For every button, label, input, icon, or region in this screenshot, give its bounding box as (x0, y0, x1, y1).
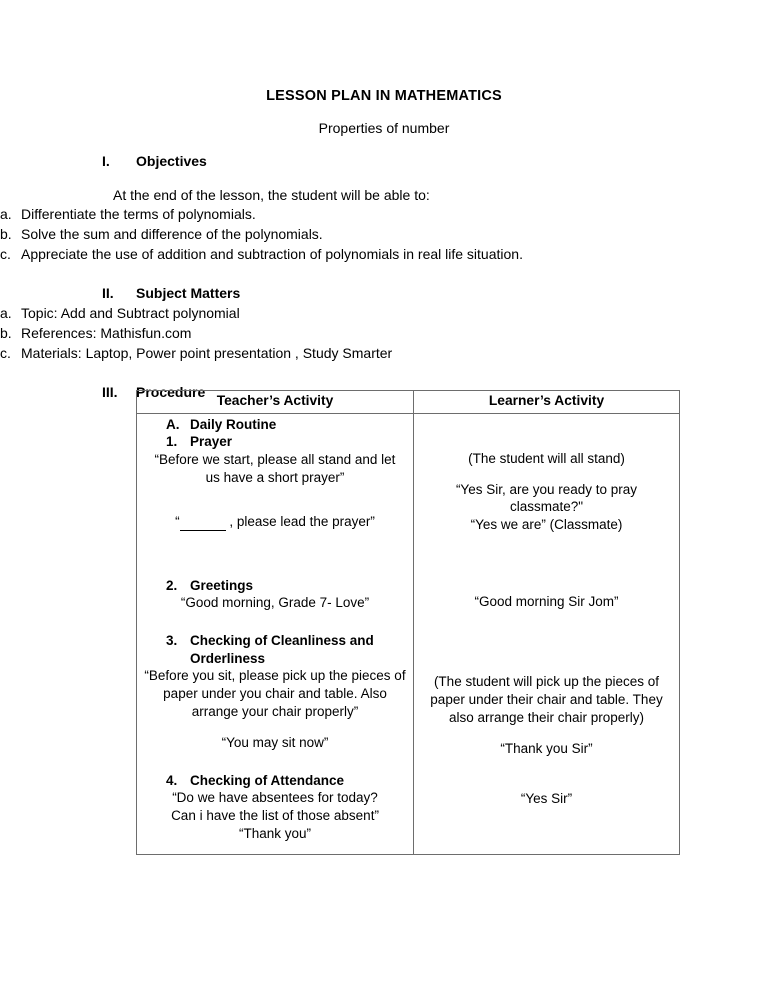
spacer (420, 534, 673, 580)
spacer (420, 580, 673, 593)
list-text: Appreciate the use of addition and subtraction of polynomials in real life situation. (21, 246, 523, 263)
subject-matters-list (0, 303, 768, 363)
outline-item-attendance (166, 772, 407, 790)
outline-text: Greetings (190, 577, 254, 593)
spacer (143, 612, 407, 632)
list-marker: c. (0, 344, 11, 361)
teacher-attendance-line-3: “Thank you” (238, 826, 312, 842)
learner-cleanliness-reply: (The student will pick up the pieces of paper under their chair and table. They also arrange their chair properly) (430, 674, 663, 726)
outline-text: Checking of Cleanliness and Orderliness (190, 633, 374, 666)
list-text: Solve the sum and difference of the polynomials. (21, 226, 323, 243)
list-text: Differentiate the terms of polynomials. (21, 206, 256, 223)
outline-marker: 4. (166, 772, 178, 788)
section-procedure-title: Procedure (136, 383, 206, 400)
teacher-attendance-line-1: “Do we have absentees for today? (172, 790, 378, 806)
section-subject-matters-numeral: II. (102, 285, 114, 302)
teacher-prayer-line-2 (143, 513, 407, 531)
section-objectives-numeral: I. (102, 153, 110, 170)
section-objectives (0, 153, 768, 264)
learner-stand-line: (The student will all stand) (468, 450, 625, 466)
procedure-table (136, 390, 680, 855)
spacer (143, 531, 407, 577)
spacer (143, 721, 407, 734)
list-marker: a. (0, 304, 12, 321)
outline-marker: 2. (166, 577, 178, 593)
teacher-outline-1 (166, 433, 407, 451)
learner-thanks-reply: “Thank you Sir” (500, 741, 593, 757)
table-header-row (137, 391, 680, 414)
spacer (143, 487, 407, 513)
fill-in-blank (180, 517, 226, 531)
list-item (0, 323, 768, 343)
learner-greeting-reply: “Good morning Sir Jom” (474, 594, 619, 610)
learner-pray-line-1: “Yes Sir, are you ready to pray classmate?" (455, 481, 638, 515)
prayer-line-2-suffix: , please lead the prayer” (225, 513, 375, 529)
spacer (420, 416, 673, 450)
table-row (137, 413, 680, 854)
list-marker: b. (0, 324, 12, 341)
outline-text: Daily Routine (190, 416, 277, 432)
list-item (0, 224, 768, 244)
list-marker: a. (0, 206, 12, 223)
list-marker: c. (0, 246, 11, 263)
page-subtitle: Properties of number (318, 120, 450, 137)
list-marker: b. (0, 226, 12, 243)
list-text: Materials: Laptop, Power point presentation , Study Smarter (21, 344, 393, 361)
teacher-attendance-line-2: Can i have the list of those absent” (171, 808, 379, 824)
spacer (420, 758, 673, 790)
teacher-outline-a (166, 416, 407, 434)
teacher-outline-3 (166, 632, 407, 667)
column-header-teacher-activity: Teacher’s Activity (137, 391, 414, 414)
section-objectives-heading (0, 153, 768, 171)
column-header-learner-activity: Learner’s Activity (414, 391, 680, 414)
teacher-prayer-line-1: “Before we start, please all stand and let us have a short prayer” (154, 451, 396, 485)
section-objectives-title: Objectives (136, 153, 207, 170)
outline-marker: 3. (166, 633, 178, 648)
teacher-greeting-line: “Good morning, Grade 7- Love” (180, 595, 370, 611)
learner-pray-line-2: “Yes we are” (Classmate) (470, 517, 623, 533)
list-item (0, 303, 768, 323)
list-item (0, 204, 768, 224)
spacer (143, 752, 407, 772)
teacher-activity-content (137, 414, 413, 854)
cell-teacher-activity (137, 413, 414, 854)
section-subject-matters (0, 285, 768, 363)
teacher-outline-4 (166, 772, 407, 790)
outline-item-daily-routine (166, 416, 407, 434)
learner-attendance-reply: “Yes Sir” (520, 791, 573, 807)
learner-activity-content (414, 414, 679, 854)
list-item (0, 343, 768, 363)
teacher-cleanliness-line: “Before you sit, please pick up the pieces of paper under you chair and table. Also arrange your chair properly” (144, 668, 406, 719)
objectives-lead-text: At the end of the lesson, the student will be able to: (113, 186, 430, 203)
objectives-list (0, 204, 768, 264)
spacer (420, 468, 673, 481)
section-subject-matters-title: Subject Matters (136, 285, 241, 302)
teacher-sit-line: “You may sit now” (221, 734, 329, 750)
outline-text: Checking of Attendance (190, 772, 345, 788)
outline-item-cleanliness (166, 632, 407, 667)
cell-learner-activity (414, 413, 680, 854)
outline-marker: A. (166, 416, 180, 432)
section-subject-matters-heading (0, 285, 768, 303)
page-title: LESSON PLAN IN MATHEMATICS (266, 88, 502, 104)
list-item (0, 244, 768, 264)
list-text: References: Mathisfun.com (21, 324, 192, 341)
spacer (420, 611, 673, 673)
prayer-line-2-prefix: “ (175, 513, 180, 529)
list-text: Topic: Add and Subtract polynomial (21, 304, 240, 321)
section-procedure-numeral: III. (102, 383, 118, 400)
outline-text: Prayer (190, 434, 233, 450)
outline-item-prayer (166, 433, 407, 451)
outline-item-greetings (166, 577, 407, 595)
outline-marker: 1. (166, 434, 178, 450)
spacer (420, 727, 673, 740)
teacher-outline-2 (166, 577, 407, 595)
